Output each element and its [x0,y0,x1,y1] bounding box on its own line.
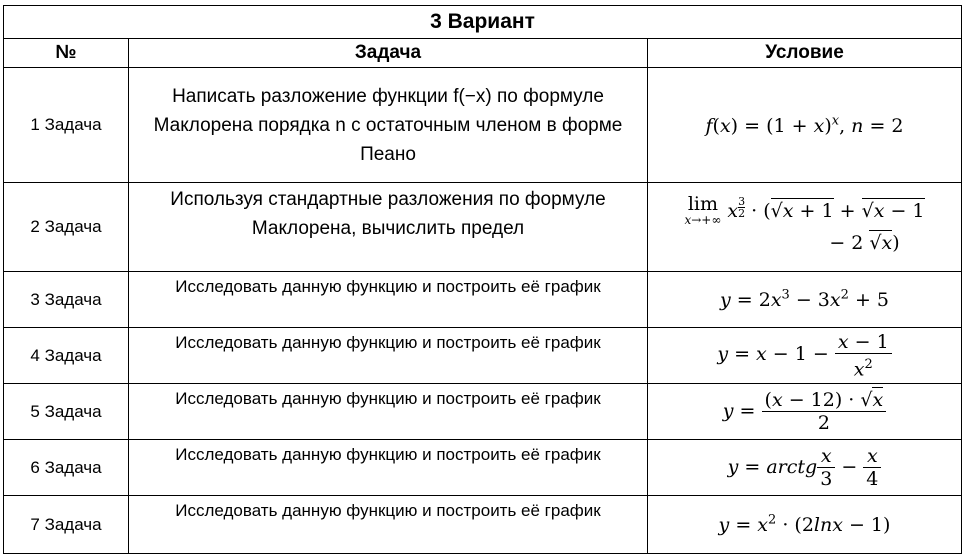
row-number: 2 Задача [4,183,129,272]
row-number: 6 Задача [4,440,129,496]
header-condition: Условие [648,39,962,68]
row-task: Используя стандартные разложения по формуле Маклорена, вычислить предел [129,183,648,272]
row-condition [648,440,962,496]
table-row [4,440,962,496]
header-task: Задача [129,39,648,68]
row-task: Исследовать данную функцию и построить её график [129,272,648,328]
header-number: № [4,39,129,68]
row-number: 7 Задача [4,496,129,554]
row-condition [648,68,962,183]
row-number: 5 Задача [4,384,129,440]
variant-table [3,5,962,554]
row-number: 4 Задача [4,328,129,384]
formula-3: $y = 2x^3 - 3x^2 + 5$ [719,287,889,312]
row-task: Исследовать данную функцию и построить её график [129,384,648,440]
formula-2: lim x→+∞ x $\frac{3}{2}$ · (√x + 1 + √x − 1 − 2 √x) [684,193,925,254]
row-condition [648,328,962,384]
row-task: Написать разложение функции f(−x) по формуле Маклорена порядка n с остаточным членом в форме Пеано [129,68,648,183]
formula-5: y = $\frac{(x - 12) \cdot √x}{2}$ [723,400,886,422]
table-row [4,68,962,183]
formula-6: y = arctg $\frac{x}{3}$ − $\frac{x}{4}$ [728,456,882,478]
row-task: Исследовать данную функцию и построить её график [129,440,648,496]
row-condition [648,272,962,328]
table-title: 3 Вариант [4,6,962,39]
formula-4: y = x − 1 − $\frac{x - 1}{x^2}$ [717,343,891,365]
row-condition [648,496,962,554]
row-number: 1 Задача [4,68,129,183]
table-row [4,272,962,328]
row-condition [648,384,962,440]
table-row [4,496,962,554]
row-number: 3 Задача [4,272,129,328]
row-condition [648,183,962,272]
table-row [4,328,962,384]
table-row [4,183,962,272]
row-task: Исследовать данную функцию и построить её график [129,328,648,384]
formula-7: $y = x^2 \cdot (2\ln x - 1)$ [718,512,891,537]
row-task: Исследовать данную функцию и построить её график [129,496,648,554]
formula-1: $f(x) = (1 + x)^x$, n = 2 [705,113,904,137]
table-row [4,384,962,440]
